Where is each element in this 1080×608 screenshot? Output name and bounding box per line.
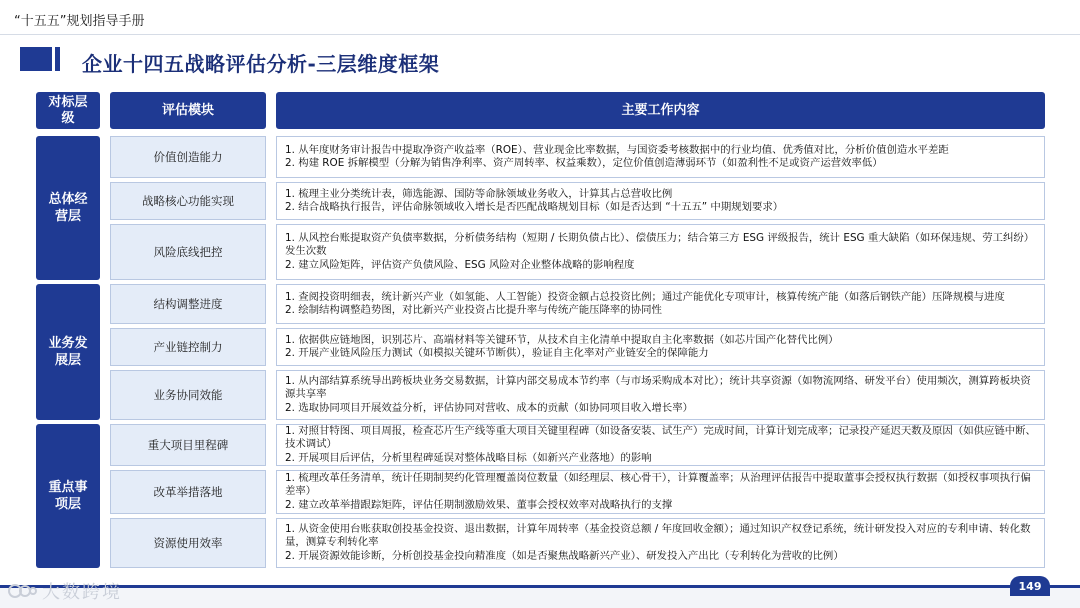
content-line: 1. 从年度财务审计报告中提取净资产收益率（ROE）、营业现金比率数据，与国资委考核数据中的行业均值、优秀值对比，分析价值创造水平差距: [285, 143, 949, 156]
watermark-text: 大数跨境: [42, 582, 122, 603]
content-line: 2. 选取协同项目开展效益分析，评估协同对营收、成本的贡献（如协同项目收入增长率）: [285, 401, 694, 414]
table-header-module: 评估模块: [110, 92, 266, 129]
content-line: 2. 建立风险矩阵，评估资产负债风险、ESG 风险对企业整体战略的影响程度: [285, 258, 635, 271]
table-header-level: 对标层级: [36, 92, 100, 129]
module-cell: 产业链控制力: [110, 328, 266, 366]
header-divider: [0, 34, 1080, 35]
module-cell: 价值创造能力: [110, 136, 266, 178]
level-key-matters: 重点事项层: [36, 424, 100, 568]
content-line: 2. 开展产业链风险压力测试（如模拟关键环节断供），验证自主化率对产业链安全的保障能力: [285, 347, 709, 359]
module-cell: 战略核心功能实现: [110, 182, 266, 220]
page-number: 149: [1010, 576, 1050, 596]
table-header-content: 主要工作内容: [276, 92, 1045, 129]
content-line: 1. 从资金使用台账获取创投基金投资、退出数据，计算年周转率（基金投资总额 / 年度回收金额）；通过知识产权登记系统，统计研发投入对应的专利申请、转化数量，测算专利转化率: [285, 523, 1031, 549]
content-line: 1. 从内部结算系统导出跨板块业务交易数据，计算内部交易成本节约率（与市场采购成本对比）；统计共享资源（如物流网络、研发平台）使用频次，测算跨板块资源共享率: [285, 375, 1031, 401]
content-line: 1. 从风控台账提取资产负债率数据，分析债务结构（短期 / 长期负债占比）、偿债压力；结合第三方 ESG 评级报告，统计 ESG 重大缺陷（如环保违规、劳工纠纷）发生次数: [285, 232, 1035, 258]
content-line: 2. 开展项目后评估，分析里程碑延误对整体战略目标（如新兴产业落地）的影响: [285, 451, 652, 464]
content-line: 1. 梳理主业分类统计表，筛选能源、国防等命脉领域业务收入，计算其占总营收比例: [285, 187, 673, 200]
content-cell: [276, 224, 1045, 280]
content-cell: [276, 284, 1045, 324]
content-cell: [276, 328, 1045, 366]
page-title: 企业十四五战略评估分析-三层维度框架: [82, 52, 440, 76]
content-cell: [276, 182, 1045, 220]
module-cell: 业务协同效能: [110, 370, 266, 420]
handbook-title: “十五五”规划指导手册: [14, 14, 145, 29]
content-line: 1. 依据供应链地图，识别芯片、高端材料等关键环节，从技术自主化清单中提取自主化率数据（如芯片国产化替代比例）: [285, 333, 839, 346]
module-cell: 风险底线把控: [110, 224, 266, 280]
content-line: 2. 构建 ROE 拆解模型（分解为销售净利率、资产周转率、权益乘数），定位价值创造薄弱环节（如盈利性不足或资产运营效率低）: [285, 157, 883, 169]
footer-band: [0, 588, 1080, 608]
content-line: 2. 绘制结构调整趋势图，对比新兴产业投资占比提升率与传统产能压降率的协同性: [285, 304, 662, 316]
content-line: 2. 开展资源效能诊断，分析创投基金投向精准度（如是否聚焦战略新兴产业）、研发投入产出比（专利转化为营收的比例）: [285, 549, 844, 562]
module-cell: 重大项目里程碑: [110, 424, 266, 466]
content-cell: [276, 470, 1045, 514]
content-line: 1. 查阅投资明细表，统计新兴产业（如氢能、人工智能）投资金额占总投资比例；通过产能优化专项审计，核算传统产能（如落后钢铁产能）压降规模与进度: [285, 290, 1005, 303]
watermark: [8, 578, 122, 604]
module-cell: 资源使用效率: [110, 518, 266, 568]
content-line: 1. 梳理改革任务清单，统计任期制契约化管理覆盖岗位数量（如经理层、核心骨干），计算覆盖率；从治理评估报告中提取董事会授权执行数据（如授权事项执行偏差率）: [285, 472, 1031, 498]
title-marker-gap: [52, 47, 55, 71]
content-cell: [276, 136, 1045, 178]
watermark-logo-icon: [8, 582, 38, 600]
content-line: 1. 对照甘特图、项目周报，检查芯片生产线等重大项目关键里程碑（如设备安装、试生产）完成时间，计算计划完成率；记录投产延迟天数及原因（如供应链中断、技术调试）: [285, 425, 1036, 451]
level-business-development: 业务发展层: [36, 284, 100, 420]
content-cell: [276, 370, 1045, 420]
level-overall-operation: 总体经营层: [36, 136, 100, 280]
module-cell: 结构调整进度: [110, 284, 266, 324]
content-cell: [276, 518, 1045, 568]
module-cell: 改革举措落地: [110, 470, 266, 514]
content-line: 2. 结合战略执行报告，评估命脉领域收入增长是否匹配战略规划目标（如是否达到 “十五五” 中期规划要求）: [285, 201, 784, 213]
content-line: 2. 建立改革举措跟踪矩阵，评估任期制激励效果、董事会授权效率对战略执行的支撑: [285, 498, 673, 511]
footer-bar: [0, 585, 1080, 588]
content-cell: [276, 424, 1045, 466]
